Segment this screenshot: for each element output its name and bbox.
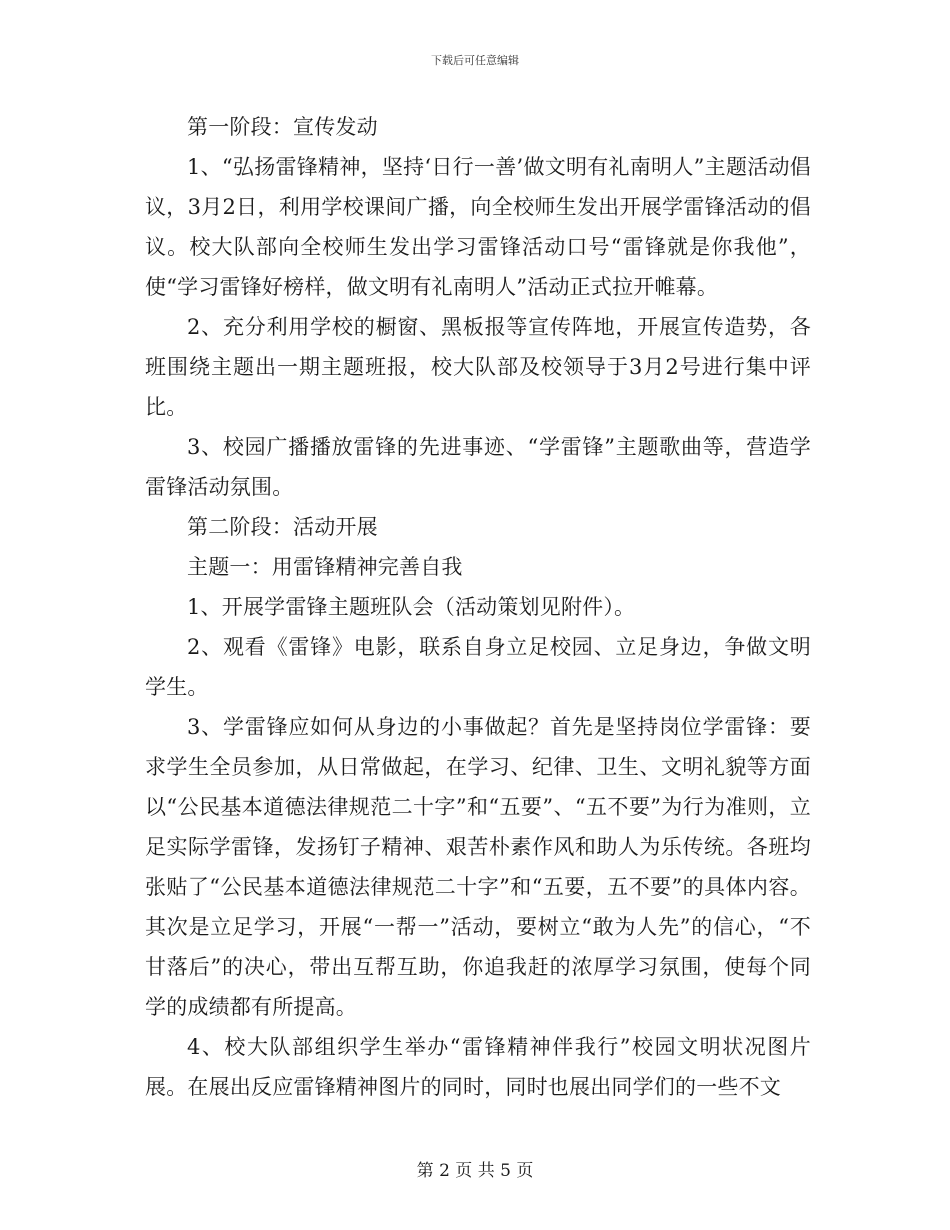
- section-heading-stage-one: 第一阶段：宣传发动: [187, 115, 378, 139]
- paragraph: 1、开展学雷锋主题班队会（活动策划见附件）。: [187, 595, 636, 619]
- paragraph: 2、充分利用学校的橱窗、黑板报等宣传阵地，开展宣传造势，各班围绕主题出一期主题班报，校大队部及校领导于3月2号进行集中评比。: [145, 315, 811, 419]
- paragraph: 2、观看《雷锋》电影，联系自身立足校园、立足身边，争做文明学生。: [145, 635, 811, 699]
- document-body: [145, 107, 811, 1107]
- paragraph: 3、学雷锋应如何从身边的小事做起？首先是坚持岗位学雷锋：要求学生全员参加，从日常做起，在学习、纪律、卫生、文明礼貌等方面以“公民基本道德法律规范二十字”和“五要”、“五不要”为行为准则，立足实际学雷锋，发扬钉子精神、艰苦朴素作风和助人为乐传统。各班均张贴了“公民基本道德法律规范二十字”和“五要，五不要”的具体内容。其次是立足学习，开展“一帮一”活动，要树立“敢为人先”的信心，“不甘落后”的决心，带出互帮互助，你追我赶的浓厚学习氛围，使每个同学的成绩都有所提高。: [145, 715, 811, 1019]
- paragraph: 4、校大队部组织学生举办“雷锋精神伴我行”校园文明状况图片展。在展出反应雷锋精神图片的同时，同时也展出同学们的一些不文: [145, 1035, 811, 1099]
- paragraph: 3、校园广播播放雷锋的先进事迹、“学雷锋”主题歌曲等，营造学雷锋活动氛围。: [145, 435, 811, 499]
- paragraph: 1、“弘扬雷锋精神，坚持‘日行一善’做文明有礼南明人”主题活动倡议，3月2日，利用学校课间广播，向全校师生发出开展学雷锋活动的倡议。校大队部向全校师生发出学习雷锋活动口号“雷锋就是你我他”，使“学习雷锋好榜样，做文明有礼南明人”活动正式拉开帷幕。: [145, 155, 811, 299]
- section-heading-stage-two: 第二阶段：活动开展: [187, 515, 378, 539]
- page-header: 下载后可任意编辑: [431, 54, 519, 67]
- topic-heading: 主题一：用雷锋精神完善自我: [187, 555, 463, 579]
- page-number-footer: 第 2 页 共 5 页: [416, 1161, 534, 1181]
